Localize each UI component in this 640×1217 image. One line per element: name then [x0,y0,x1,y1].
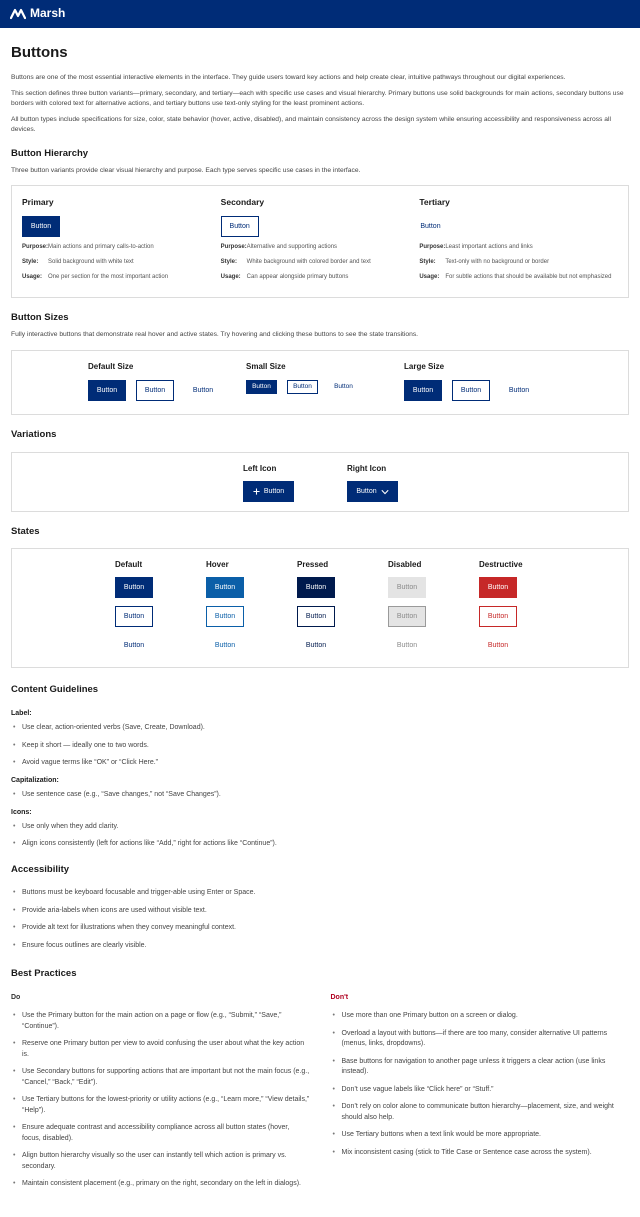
section-title: Button Hierarchy [11,147,89,159]
button-hierarchy-section [11,147,629,298]
variation-name: Right Icon [347,463,387,473]
primary-button-pressed-state[interactable]: Button [297,577,335,598]
primary-button-small[interactable]: Button [246,380,277,394]
intro-paragraph-1: Buttons are one of the most essential interactive elements in the interface. They guide users toward key actions and help create clear, intuitive pathways throughout our digital experiences. [11,73,566,81]
section-title: Button Sizes [11,312,69,324]
list-item: • Use only when they add clarity. [11,822,629,833]
state-name: Destructive [479,560,523,570]
dont-heading: Don't [330,994,349,1002]
section-title: States [11,525,40,537]
do-heading: Do [11,994,21,1002]
primary-button-default-state[interactable]: Button [115,577,153,598]
list-item: • Use Secondary buttons for supporting actions that are important but not the main focus (e.g., “Cancel,” “Back,” “Edit”). [11,1067,310,1088]
state-name: Pressed [297,560,329,570]
list-item: • Buttons must be keyboard focusable and trigger-able using Enter or Space. [11,888,629,899]
spec-usage: Usage: One per section for the most important action [22,273,169,280]
spec-purpose: Purpose: Least important actions and links [419,243,533,250]
section-subtitle: Fully interactive buttons that demonstrate real hover and active states. Try hovering and clicking these buttons to see the state transitions. [11,331,419,339]
best-practices-section [11,967,629,1196]
secondary-button-disabled-state[interactable]: Button [388,606,426,627]
variations-section [11,428,629,512]
dont-list [331,1011,630,1158]
list-item: • Ensure adequate contrast and accessibility compliance across all button states (hover, focus, disabled). [11,1123,310,1144]
content-guidelines-section [11,683,629,849]
list-item: • Base buttons for navigation to another page unless it triggers a clear action (use links instead). [331,1057,630,1078]
icons-list [11,822,629,850]
list-item: • Mix inconsistent casing (stick to Title Case or Sentence case across the system). [331,1148,630,1159]
brand-name: Marsh [30,6,66,21]
list-item: • Use Tertiary buttons when a text link would be more appropriate. [331,1130,630,1141]
hierarchy-panel [11,185,629,298]
label-list [11,723,629,769]
tertiary-button-default-state[interactable]: Button [115,635,153,656]
hierarchy-secondary [221,196,420,281]
list-item: • Keep it short — ideally one to two words. [11,741,629,752]
button-label: Button [356,488,377,496]
state-name: Disabled [388,560,422,570]
secondary-button[interactable]: Button [221,216,259,237]
secondary-button-default-state[interactable]: Button [115,606,153,627]
hierarchy-primary [22,196,221,281]
states-section [11,525,629,669]
list-item: • Use sentence case (e.g., “Save changes,” not “Save Changes”). [11,790,629,801]
tertiary-button-large[interactable]: Button [500,380,538,401]
button-label: Button [263,488,285,496]
list-item: • Overload a layout with buttons—if there are too many, consider alternative UI patterns (menus, links, dropdowns). [331,1029,630,1050]
variant-name: Secondary [220,197,265,208]
accessibility-list [11,888,629,951]
variation-left-icon [243,463,347,503]
list-item: • Maintain consistent placement (e.g., primary on the right, secondary on the left in dialogs). [11,1179,310,1190]
tertiary-button-pressed-state[interactable]: Button [297,635,335,656]
list-item: • Provide alt text for illustrations when they convey meaningful context. [11,923,629,934]
sizes-panel [11,350,629,415]
intro-paragraph-3: All button types include specifications for size, color, state behavior (hover, active, disabled), and maintain consistency across the design system while ensuring accessibility and responsiveness across all devices. [11,115,611,133]
size-group-default [88,361,246,401]
spec-style: Style: White background with colored border and text [220,258,371,265]
state-default [115,559,206,664]
tertiary-button-destructive-state[interactable]: Button [479,635,517,656]
capitalization-heading: Capitalization: [11,776,59,784]
list-item: • Use clear, action-oriented verbs (Save, Create, Download). [11,723,629,734]
size-name: Default Size [88,361,134,371]
plus-icon [253,488,260,495]
primary-button-large[interactable]: Button [404,380,442,401]
states-panel [11,548,629,668]
list-item: • Align button hierarchy visually so the user can instantly tell which action is primary vs. secondary. [11,1151,310,1172]
secondary-button-large[interactable]: Button [452,380,490,401]
primary-button-default[interactable]: Button [88,380,126,401]
main-content [0,28,640,1217]
button-sizes-section [11,311,629,414]
dont-column [331,993,630,1197]
label-heading: Label: [11,710,32,718]
primary-button-hover-state[interactable]: Button [206,577,244,598]
section-title: Accessibility [11,863,70,875]
spec-purpose: Purpose: Alternative and supporting actions [220,243,338,250]
section-title: Variations [11,428,57,440]
variation-right-icon [347,463,398,503]
variation-name: Left Icon [243,463,277,473]
spec-usage: Usage: For subtle actions that should be available but not emphasized [419,273,612,280]
list-item: • Align icons consistently (left for actions like “Add,” right for actions like “Continue”). [11,839,629,850]
page-title: Buttons [11,44,68,61]
variations-panel [11,452,629,512]
variant-name: Primary [22,197,54,208]
section-subtitle: Three button variants provide clear visual hierarchy and purpose. Each type serves specific use cases in the interface. [11,166,361,174]
list-item: • Don’t rely on color alone to communicate button hierarchy—placement, size, and weight should also help. [331,1102,630,1123]
capitalization-list [11,790,629,801]
marsh-logo-mark-icon [10,8,26,20]
do-column [11,993,310,1197]
state-disabled [388,559,479,664]
spec-usage: Usage: Can appear alongside primary buttons [220,273,349,280]
spec-purpose: Purpose: Main actions and primary calls-to-action [22,243,154,250]
secondary-button-destructive-state[interactable]: Button [479,606,517,627]
section-title: Content Guidelines [11,684,99,696]
list-item: • Provide aria-labels when icons are used without visible text. [11,906,629,917]
secondary-button-default[interactable]: Button [136,380,174,401]
secondary-button-small[interactable]: Button [287,380,318,394]
state-destructive [479,559,570,664]
state-hover [206,559,297,664]
size-name: Large Size [404,361,445,371]
tertiary-button[interactable]: Button [419,216,441,237]
intro-paragraph-2: This section defines three button variants—primary, secondary, and tertiary—each with specific use cases and visual hierarchy. Primary buttons use solid backgrounds for main actions, secondary buttons use borders with colored text for alternative actions, and tertiary buttons use text-only styling for the least prominent actions. [11,89,624,107]
left-icon-button[interactable] [243,481,294,502]
hierarchy-tertiary [419,196,618,281]
tertiary-button-disabled-state[interactable]: Button [388,635,426,656]
marsh-logo[interactable] [10,5,65,22]
state-pressed [297,559,388,664]
right-icon-button[interactable] [347,481,398,502]
list-item: • Use more than one Primary button on a screen or dialog. [331,1011,630,1022]
size-group-large [404,361,562,401]
tertiary-button-small[interactable]: Button [328,380,359,394]
tertiary-button-default[interactable]: Button [184,380,222,401]
primary-button-destructive-state[interactable]: Button [479,577,517,598]
state-name: Default [115,560,143,570]
section-title: Best Practices [11,968,77,980]
chevron-down-icon [381,489,389,495]
icons-heading: Icons: [11,808,32,816]
size-name: Small Size [246,361,286,371]
variant-name: Tertiary [419,197,450,208]
state-name: Hover [206,560,229,570]
list-item: • Reserve one Primary button per view to avoid confusing the user about what the key action is. [11,1039,310,1060]
primary-button[interactable]: Button [22,216,60,237]
list-item: • Ensure focus outlines are clearly visible. [11,941,629,952]
list-item: • Don’t use vague labels like “Click here” or “Stuff.” [331,1085,630,1096]
tertiary-button-hover-state[interactable]: Button [206,635,244,656]
do-list [11,1011,310,1190]
spec-style: Style: Solid background with white text [22,258,134,265]
list-item: • Use Tertiary buttons for the lowest-priority or utility actions (e.g., “Learn more,” “View details,” “Help”). [11,1095,310,1116]
spec-style: Style: Text-only with no background or border [419,258,550,265]
accessibility-section [11,863,629,952]
secondary-button-pressed-state[interactable]: Button [297,606,335,627]
list-item: • Avoid vague terms like “OK” or “Click Here.” [11,758,629,769]
primary-button-disabled-state[interactable]: Button [388,577,426,598]
list-item: • Use the Primary button for the main action on a page or flow (e.g., “Submit,” “Save,” “Continue”). [11,1011,310,1032]
secondary-button-hover-state[interactable]: Button [206,606,244,627]
size-group-small [246,361,404,401]
top-bar [0,0,640,28]
